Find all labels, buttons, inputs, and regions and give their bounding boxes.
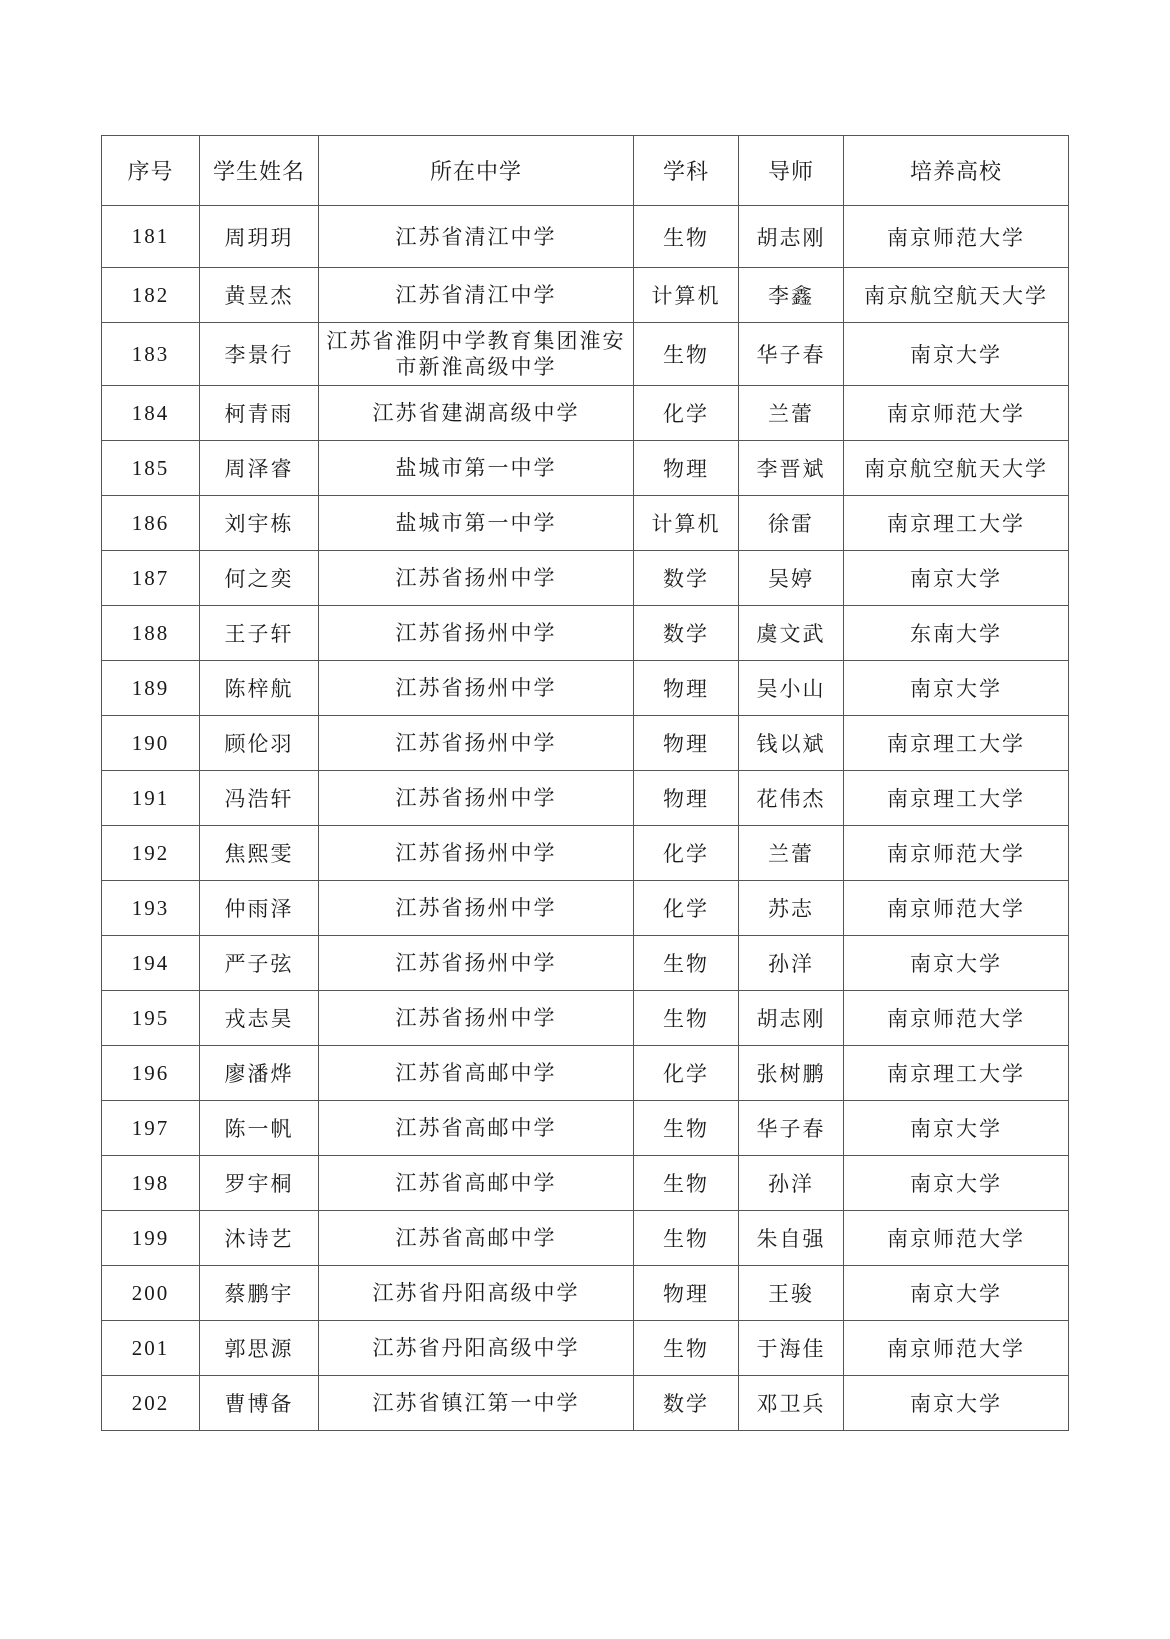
serial-number-cell: 200: [102, 1266, 200, 1321]
tutor-cell: 于海佳: [739, 1321, 844, 1376]
university-cell: 南京大学: [844, 1266, 1069, 1321]
high-school-cell: 江苏省扬州中学: [319, 826, 634, 881]
high-school-cell: 江苏省清江中学: [319, 268, 634, 323]
university-cell: 南京师范大学: [844, 206, 1069, 268]
tutor-cell: 苏志: [739, 881, 844, 936]
header-serial-number: 序号: [102, 136, 200, 206]
subject-cell: 数学: [634, 551, 739, 606]
table-row: [102, 991, 1069, 1046]
tutor-cell: 孙洋: [739, 936, 844, 991]
serial-number-cell: 184: [102, 386, 200, 441]
university-cell: 南京大学: [844, 1101, 1069, 1156]
student-name-cell: 周泽睿: [200, 441, 319, 496]
university-cell: 南京师范大学: [844, 826, 1069, 881]
table-row: [102, 1211, 1069, 1266]
serial-number-cell: 191: [102, 771, 200, 826]
subject-cell: 物理: [634, 771, 739, 826]
subject-cell: 物理: [634, 716, 739, 771]
serial-number-cell: 194: [102, 936, 200, 991]
university-cell: 南京理工大学: [844, 1046, 1069, 1101]
subject-cell: 生物: [634, 1321, 739, 1376]
serial-number-cell: 188: [102, 606, 200, 661]
high-school-cell: 江苏省高邮中学: [319, 1101, 634, 1156]
subject-cell: 化学: [634, 826, 739, 881]
student-name-cell: 黄昱杰: [200, 268, 319, 323]
student-name-cell: 仲雨泽: [200, 881, 319, 936]
student-name-cell: 何之奕: [200, 551, 319, 606]
tutor-cell: 张树鹏: [739, 1046, 844, 1101]
table-row: [102, 551, 1069, 606]
student-name-cell: 刘宇栋: [200, 496, 319, 551]
table-row: [102, 1046, 1069, 1101]
student-name-cell: 王子轩: [200, 606, 319, 661]
high-school-cell: 江苏省丹阳高级中学: [319, 1266, 634, 1321]
table-row: [102, 386, 1069, 441]
high-school-cell: 江苏省扬州中学: [319, 991, 634, 1046]
tutor-cell: 华子春: [739, 1101, 844, 1156]
tutor-cell: 李晋斌: [739, 441, 844, 496]
table-row: [102, 1321, 1069, 1376]
tutor-cell: 王骏: [739, 1266, 844, 1321]
table-body: [102, 206, 1069, 1431]
high-school-cell: 江苏省镇江第一中学: [319, 1376, 634, 1431]
subject-cell: 物理: [634, 1266, 739, 1321]
tutor-cell: 花伟杰: [739, 771, 844, 826]
serial-number-cell: 183: [102, 323, 200, 386]
table-row: [102, 1156, 1069, 1211]
subject-cell: 生物: [634, 1211, 739, 1266]
serial-number-cell: 199: [102, 1211, 200, 1266]
subject-cell: 计算机: [634, 496, 739, 551]
subject-cell: 数学: [634, 1376, 739, 1431]
serial-number-cell: 195: [102, 991, 200, 1046]
student-name-cell: 陈梓航: [200, 661, 319, 716]
header-tutor: 导师: [739, 136, 844, 206]
high-school-cell: 江苏省建湖高级中学: [319, 386, 634, 441]
table-row: [102, 206, 1069, 268]
student-name-cell: 周玥玥: [200, 206, 319, 268]
table-row: [102, 936, 1069, 991]
serial-number-cell: 201: [102, 1321, 200, 1376]
university-cell: 南京航空航天大学: [844, 268, 1069, 323]
serial-number-cell: 196: [102, 1046, 200, 1101]
serial-number-cell: 190: [102, 716, 200, 771]
subject-cell: 生物: [634, 1156, 739, 1211]
student-name-cell: 戎志昊: [200, 991, 319, 1046]
high-school-cell: 江苏省扬州中学: [319, 771, 634, 826]
student-name-cell: 郭思源: [200, 1321, 319, 1376]
student-roster-table: [101, 135, 1069, 1431]
student-name-cell: 顾伦羽: [200, 716, 319, 771]
serial-number-cell: 198: [102, 1156, 200, 1211]
serial-number-cell: 187: [102, 551, 200, 606]
high-school-cell: 江苏省扬州中学: [319, 716, 634, 771]
high-school-cell: 江苏省扬州中学: [319, 936, 634, 991]
university-cell: 东南大学: [844, 606, 1069, 661]
header-university: 培养高校: [844, 136, 1069, 206]
high-school-cell: 江苏省扬州中学: [319, 606, 634, 661]
tutor-cell: 兰蕾: [739, 386, 844, 441]
tutor-cell: 李鑫: [739, 268, 844, 323]
university-cell: 南京理工大学: [844, 496, 1069, 551]
tutor-cell: 邓卫兵: [739, 1376, 844, 1431]
table-row: [102, 441, 1069, 496]
table-row: [102, 661, 1069, 716]
high-school-cell: 江苏省扬州中学: [319, 551, 634, 606]
high-school-cell: 江苏省淮阴中学教育集团淮安市新淮高级中学: [319, 323, 634, 386]
subject-cell: 物理: [634, 661, 739, 716]
subject-cell: 生物: [634, 323, 739, 386]
subject-cell: 生物: [634, 206, 739, 268]
university-cell: 南京大学: [844, 323, 1069, 386]
university-cell: 南京师范大学: [844, 386, 1069, 441]
university-cell: 南京大学: [844, 936, 1069, 991]
high-school-cell: 盐城市第一中学: [319, 441, 634, 496]
subject-cell: 化学: [634, 1046, 739, 1101]
student-name-cell: 廖潘烨: [200, 1046, 319, 1101]
university-cell: 南京师范大学: [844, 881, 1069, 936]
serial-number-cell: 181: [102, 206, 200, 268]
high-school-cell: 江苏省扬州中学: [319, 661, 634, 716]
university-cell: 南京大学: [844, 551, 1069, 606]
student-name-cell: 冯浩轩: [200, 771, 319, 826]
tutor-cell: 胡志刚: [739, 206, 844, 268]
university-cell: 南京大学: [844, 661, 1069, 716]
university-cell: 南京大学: [844, 1376, 1069, 1431]
table-row: [102, 716, 1069, 771]
student-name-cell: 罗宇桐: [200, 1156, 319, 1211]
tutor-cell: 兰蕾: [739, 826, 844, 881]
serial-number-cell: 202: [102, 1376, 200, 1431]
table-row: [102, 1376, 1069, 1431]
serial-number-cell: 182: [102, 268, 200, 323]
serial-number-cell: 197: [102, 1101, 200, 1156]
student-name-cell: 蔡鹏宇: [200, 1266, 319, 1321]
university-cell: 南京师范大学: [844, 1321, 1069, 1376]
university-cell: 南京航空航天大学: [844, 441, 1069, 496]
table-row: [102, 881, 1069, 936]
subject-cell: 生物: [634, 1101, 739, 1156]
student-name-cell: 沐诗艺: [200, 1211, 319, 1266]
table-row: [102, 323, 1069, 386]
serial-number-cell: 192: [102, 826, 200, 881]
high-school-cell: 江苏省高邮中学: [319, 1156, 634, 1211]
tutor-cell: 胡志刚: [739, 991, 844, 1046]
university-cell: 南京理工大学: [844, 716, 1069, 771]
header-subject: 学科: [634, 136, 739, 206]
tutor-cell: 钱以斌: [739, 716, 844, 771]
serial-number-cell: 189: [102, 661, 200, 716]
table-row: [102, 826, 1069, 881]
student-name-cell: 曹博备: [200, 1376, 319, 1431]
high-school-cell: 江苏省高邮中学: [319, 1211, 634, 1266]
tutor-cell: 吴婷: [739, 551, 844, 606]
table-header-row: [102, 136, 1069, 206]
table-row: [102, 606, 1069, 661]
student-name-cell: 李景行: [200, 323, 319, 386]
tutor-cell: 华子春: [739, 323, 844, 386]
tutor-cell: 吴小山: [739, 661, 844, 716]
subject-cell: 生物: [634, 936, 739, 991]
table-row: [102, 496, 1069, 551]
table-row: [102, 771, 1069, 826]
subject-cell: 化学: [634, 386, 739, 441]
student-name-cell: 严子弦: [200, 936, 319, 991]
tutor-cell: 徐雷: [739, 496, 844, 551]
subject-cell: 计算机: [634, 268, 739, 323]
subject-cell: 物理: [634, 441, 739, 496]
table-row: [102, 1101, 1069, 1156]
student-name-cell: 焦熙雯: [200, 826, 319, 881]
header-student-name: 学生姓名: [200, 136, 319, 206]
university-cell: 南京师范大学: [844, 991, 1069, 1046]
subject-cell: 数学: [634, 606, 739, 661]
serial-number-cell: 185: [102, 441, 200, 496]
serial-number-cell: 193: [102, 881, 200, 936]
tutor-cell: 朱自强: [739, 1211, 844, 1266]
high-school-cell: 江苏省高邮中学: [319, 1046, 634, 1101]
high-school-cell: 盐城市第一中学: [319, 496, 634, 551]
subject-cell: 生物: [634, 991, 739, 1046]
table-row: [102, 268, 1069, 323]
high-school-cell: 江苏省丹阳高级中学: [319, 1321, 634, 1376]
university-cell: 南京大学: [844, 1156, 1069, 1211]
high-school-cell: 江苏省扬州中学: [319, 881, 634, 936]
university-cell: 南京师范大学: [844, 1211, 1069, 1266]
serial-number-cell: 186: [102, 496, 200, 551]
student-name-cell: 柯青雨: [200, 386, 319, 441]
header-high-school: 所在中学: [319, 136, 634, 206]
high-school-cell: 江苏省清江中学: [319, 206, 634, 268]
university-cell: 南京理工大学: [844, 771, 1069, 826]
table-row: [102, 1266, 1069, 1321]
student-name-cell: 陈一帆: [200, 1101, 319, 1156]
tutor-cell: 虞文武: [739, 606, 844, 661]
subject-cell: 化学: [634, 881, 739, 936]
tutor-cell: 孙洋: [739, 1156, 844, 1211]
